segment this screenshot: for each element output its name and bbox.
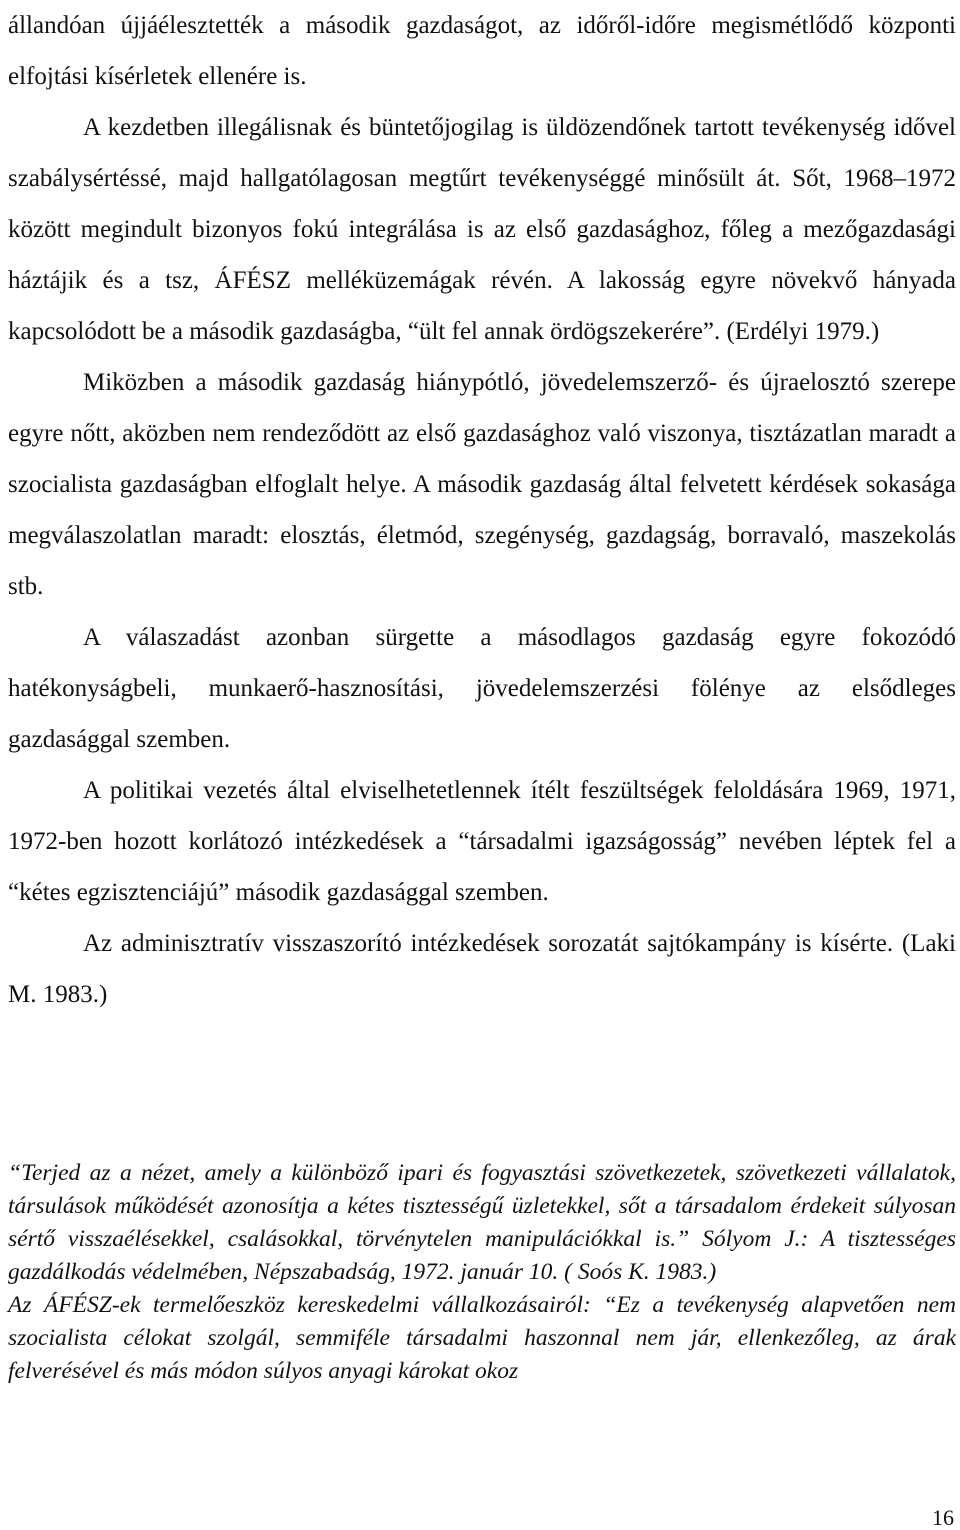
paragraph: A politikai vezetés által elviselhetetlennek ítélt feszültségek feloldására 1969, 1971, 1972-ben hozott korlátozó intézkedések a “társadalmi igazságosság” nevében léptek fel a “kétes egzisztenciájú” második gazdasággal szemben. bbox=[8, 777, 956, 906]
paragraph: A válaszadást azonban sürgette a másodlagos gazdaság egyre fokozódó hatékonyságbeli, munkaerő-hasznosítási, jövedelemszerzési fölénye az elsődleges gazdasággal szemben. bbox=[8, 624, 956, 753]
paragraph: állandóan újjáélesztették a második gazdaságot, az időről-időre megismétlődő központi elfojtási kísérletek ellenére is. bbox=[8, 12, 956, 90]
body-text bbox=[8, 0, 956, 1020]
quote-paragraph: “Terjed az a nézet, amely a különböző ipari és fogyasztási szövetkezetek, szövetkezeti vállalatok, társulások működését azonosítja a kétes tisztességű üzletekkel, sőt a társadalom érdekeit súlyosan sértő visszaélésekkel, csalásokkal, törvénytelen manipulációkkal is.” Sólyom J.: A tisztességes gazdálkodás védelmében, Népszabadság, 1972. január 10. ( Soós K. 1983.) bbox=[8, 1160, 956, 1285]
page-number: 16 bbox=[932, 1505, 954, 1530]
paragraph: Miközben a második gazdaság hiánypótló, jövedelemszerző- és újraelosztó szerepe egyre nőtt, aközben nem rendeződött az első gazdasághoz való viszonya, tisztázatlan maradt a szocialista gazdaságban elfoglalt helye. A második gazdaság által felvetett kérdések sokasága megválaszolatlan maradt: elosztás, életmód, szegénység, gazdagság, borravaló, maszekolás stb. bbox=[8, 369, 956, 600]
paragraph: A kezdetben illegálisnak és büntetőjogilag is üldözendőnek tartott tevékenység idővel szabálysértéssé, majd hallgatólagosan megtűrt tevékenységgé minősült át. Sőt, 1968–1972 között megindult bizonyos fokú integrálása is az első gazdasághoz, főleg a mezőgazdasági háztájik és a tsz, ÁFÉSZ melléküzemágak révén. A lakosság egyre növekvő hányada kapcsolódott be a második gazdaságba, “ült fel annak ördögszekerére”. (Erdélyi 1979.) bbox=[8, 114, 956, 345]
paragraph: Az adminisztratív visszaszorító intézkedések sorozatát sajtókampány is kísérte. (Laki M. 1983.) bbox=[8, 930, 956, 1008]
quote-paragraph: Az ÁFÉSZ-ek termelőeszköz kereskedelmi vállalkozásairól: “Ez a tevékenység alapvetően nem szocialista célokat szolgál, semmiféle társadalmi haszonnal nem jár, ellenkezőleg, az árak felverésével és más módon súlyos anyagi károkat okoz bbox=[8, 1292, 956, 1384]
quote-block bbox=[8, 1157, 956, 1388]
